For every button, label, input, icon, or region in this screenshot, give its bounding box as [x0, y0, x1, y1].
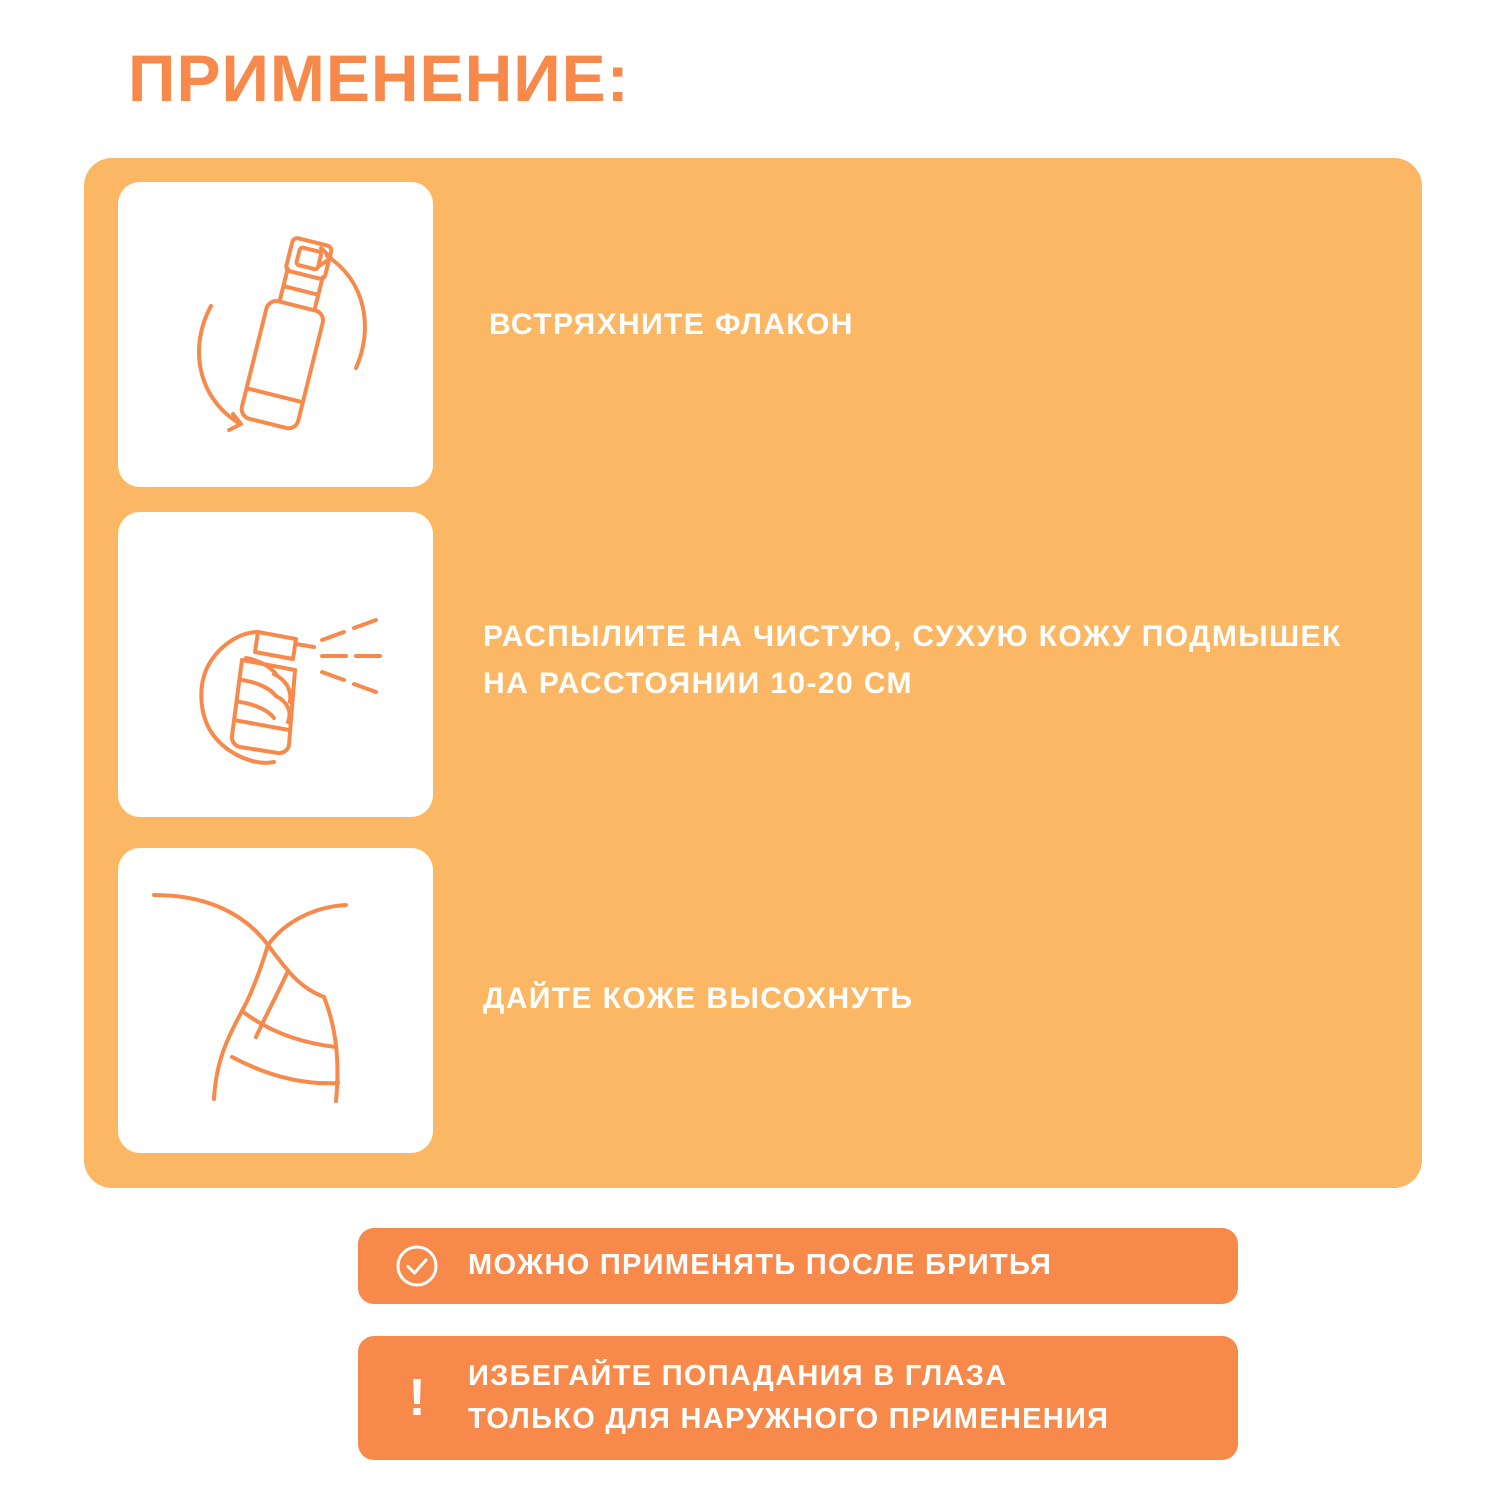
spray-bottle-shake-icon — [151, 210, 401, 460]
step-item — [118, 512, 1388, 817]
note-allowed — [358, 1228, 1238, 1304]
note-warning-line-1: ИЗБЕГАЙТЕ ПОПАДАНИЯ В ГЛАЗА — [468, 1359, 1008, 1392]
hand-spraying-bottle-icon — [146, 540, 406, 790]
note-warning — [358, 1336, 1238, 1460]
step-item — [118, 182, 1388, 487]
underarm-skin-icon — [136, 861, 416, 1141]
step-1-thumbnail — [118, 182, 433, 487]
step-2-text: РАСПЫЛИТЕ НА ЧИСТУЮ, СУХУЮ КОЖУ ПОДМЫШЕК НА РАССТОЯНИИ 10-20 СМ — [483, 620, 1342, 700]
step-3-thumbnail — [118, 848, 433, 1153]
note-allowed-text: МОЖНО ПРИМЕНЯТЬ ПОСЛЕ БРИТЬЯ — [468, 1249, 1053, 1282]
step-1-text: ВСТРЯХНИТЕ ФЛАКОН — [489, 308, 854, 341]
page-title: ПРИМЕНЕНИЕ: — [128, 41, 630, 115]
check-circle-icon — [384, 1243, 450, 1289]
steps-list — [84, 158, 1422, 1188]
note-warning-text — [450, 1355, 1109, 1442]
step-3-text: ДАЙТЕ КОЖЕ ВЫСОХНУТЬ — [483, 982, 914, 1015]
exclamation-icon: ! — [408, 1369, 426, 1427]
steps-panel — [84, 158, 1422, 1188]
note-warning-line-2: ТОЛЬКО ДЛЯ НАРУЖНОГО ПРИМЕНЕНИЯ — [468, 1403, 1110, 1435]
step-2-thumbnail — [118, 512, 433, 817]
step-item — [118, 848, 1388, 1153]
